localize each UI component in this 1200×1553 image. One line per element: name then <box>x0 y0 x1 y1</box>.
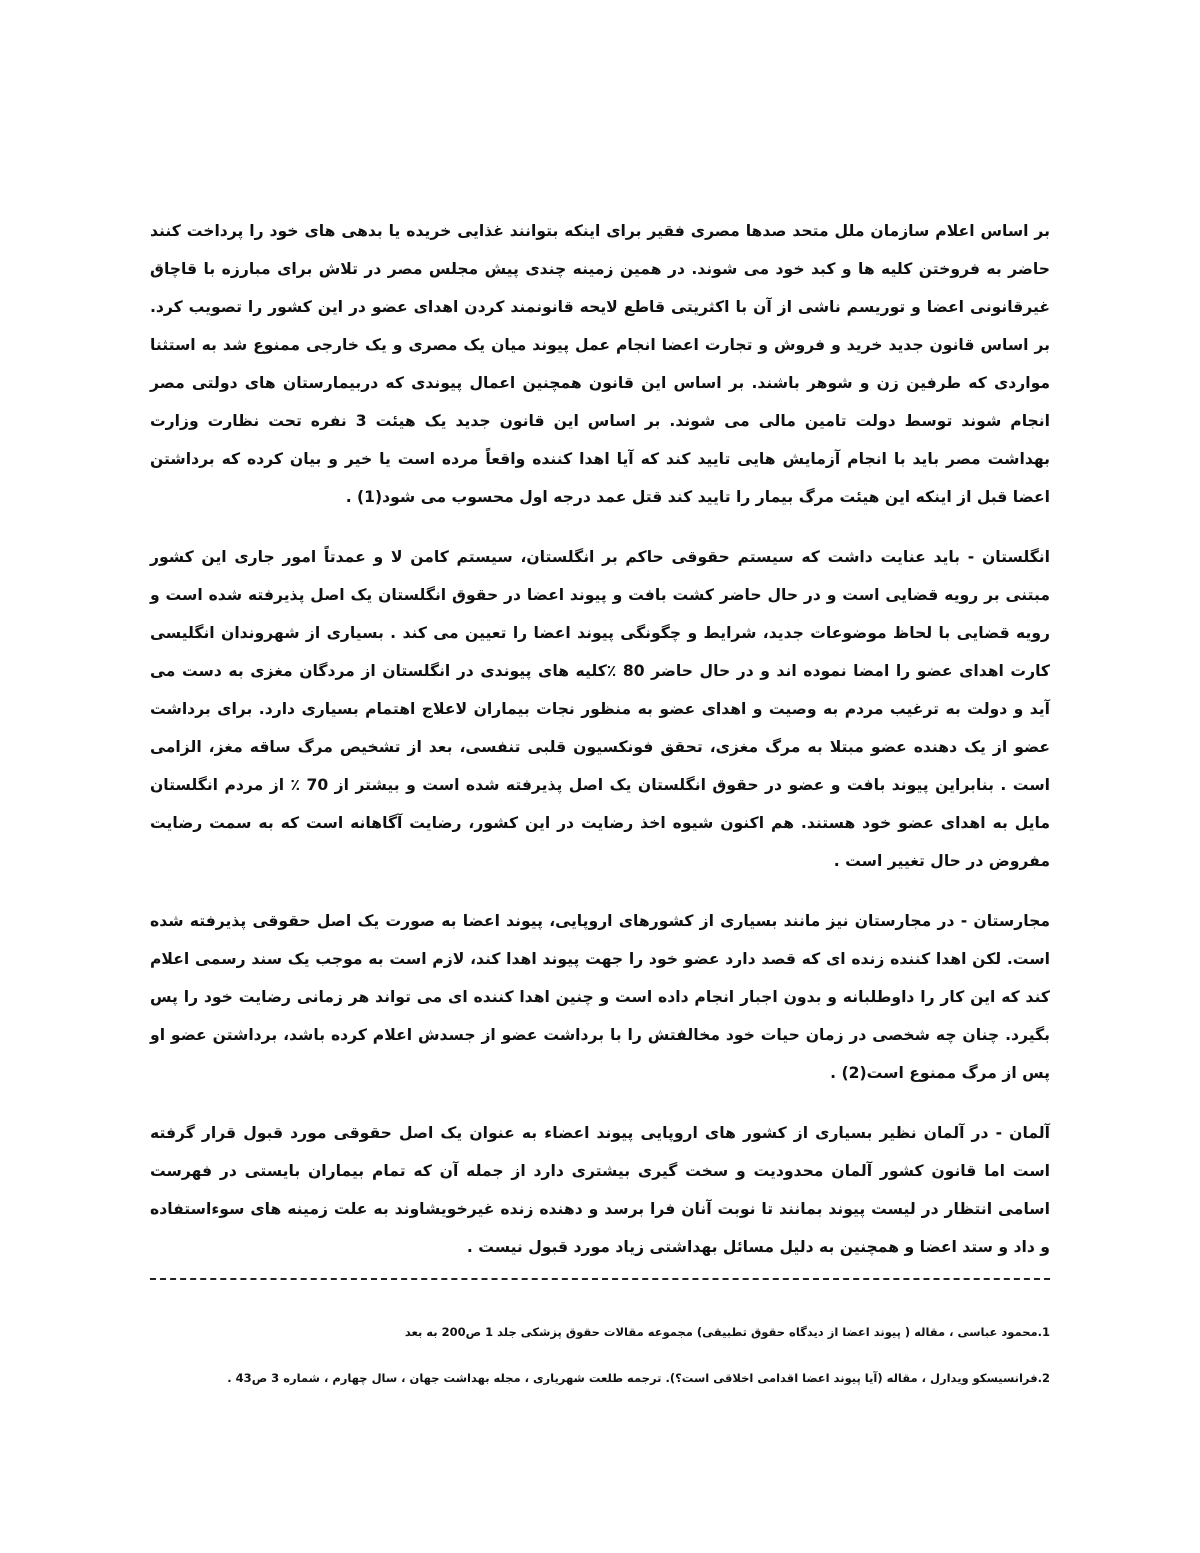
footnote-1: 1.محمود عباسی ، مقاله ( پیوند اعضا از دیدگاه حقوق تطبیقی) مجموعه مقالات حقوق پزشکی جلد 1 ص200 به بعد <box>404 1325 1050 1339</box>
paragraph-hungary: مجارستان - در مجارستان نیز مانند بسیاری از کشورهای اروپایی، پیوند اعضا به صورت یک اصل حقوقی پذیرفته شده است. لکن اهدا کننده زنده ای که قصد دارد عضو خود را جهت پیوند اهدا کند، لازم است به موجب یک سند رسمی اعلام کند که این کار را داوطلبانه و بدون اجبار انجام داده است و چنین اهدا کننده ای می تواند هر زمانی رضایت خود را پس بگیرد. چنان چه شخصی در زمان حیات خود مخالفتش را با برداشت عضو از جسدش اعلام کرده باشد، برداشتن عضو او پس از مرگ ممنوع است(2) . <box>150 912 1050 1082</box>
paragraph-egypt: بر اساس اعلام سازمان ملل متحد صدها مصری فقیر برای اینکه بتوانند غذایی خریده یا بدهی های خود را پرداخت کنند حاضر به فروختن کلیه ها و کبد خود می شوند. در همین زمینه چندی پیش مجلس مصر در تلاش برای مبارزه با قاچاق غیرقانونی اعضا و توریسم ناشی از آن با اکثریتی قاطع لایحه قانونمند کردن اهدای عضو در این کشور را تصویب کرد. بر اساس قانون جدید خرید و فروش و تجارت اعضا انجام عمل پیوند میان یک مصری و یک خارجی ممنوع شد به استثنا مواردی که طرفین زن و شوهر باشند. بر اساس این قانون همچنین اعمال پیوندی که دربیمارستان های دولتی مصر انجام شوند توسط دولت تامین مالی می شوند. بر اساس این قانون جدید یک هیئت 3 نفره تحت نظارت وزارت بهداشت مصر باید با انجام آزمایش هایی تایید کند که آیا اهدا کننده واقعاً مرده است یا خیر و بیان کرده که برداشتن اعضا قبل از اینکه این هیئت مرگ بیمار را تایید کند قتل عمد درجه اول محسوب می شود(1) . <box>150 222 1050 506</box>
footnote-divider <box>150 1278 1050 1280</box>
footnote-2: 2.فرانسیسکو ویدارل ، مقاله (آیا پیوند اعضا اقدامی اخلاقی است؟). ترجمه طلعت شهریاری ، مجله بهداشت جهان ، سال چهارم ، شماره 3 ص43 . <box>227 1371 1050 1385</box>
paragraph-england: انگلستان - باید عنایت داشت که سیستم حقوقی حاکم بر انگلستان، سیستم کامن لا و عمدتاً امور جاری این کشور مبتنی بر رویه قضایی است و در حال حاضر کشت بافت و پیوند اعضا در حقوق انگلستان یک اصل پذیرفته شده است و رویه قضایی با لحاظ موضوعات جدید، شرایط و چگونگی پیوند اعضا را تعیین می کند . بسیاری از شهروندان انگلیسی کارت اهدای عضو را امضا نموده اند و در حال حاضر 80 ٪کلیه های پیوندی در انگلستان از مردگان مغزی به دست می آید و دولت به ترغیب مردم به وصیت و اهدای عضو به منظور نجات بیماران لاعلاج اهتمام بسیاری دارد. برای برداشت عضو از یک دهنده عضو مبتلا به مرگ مغزی، تحقق فونکسیون قلبی تنفسی، بعد از تشخیص مرگ ساقه مغز، الزامی است . بنابراین پیوند بافت و عضو در حقوق انگلستان یک اصل پذیرفته شده است و بیشتر از 70 ٪ از مردم انگلستان مایل به اهدای عضو خود هستند. هم اکنون شیوه اخذ رضایت در این کشور، رضایت آگاهانه است که به سمت رضایت مفروض در حال تغییر است . <box>150 548 1050 870</box>
paragraph-germany: آلمان - در آلمان نظیر بسیاری از کشور های اروپایی پیوند اعضاء به عنوان یک اصل حقوقی مورد قبول قرار گرفته است اما قانون کشور آلمان محدودیت و سخت گیری بیشتری دارد از جمله آن که تمام بیماران بایستی در فهرست اسامی انتظار در لیست پیوند بمانند تا نوبت آنان فرا برسد و دهنده زنده غیرخویشاوند به علت زمینه های سوءاستفاده و داد و ستد اعضا و همچنین به دلیل مسائل بهداشتی زیاد مورد قبول نیست . <box>150 1124 1050 1256</box>
footnotes <box>150 1322 1050 1414</box>
body-text <box>150 212 1050 1288</box>
